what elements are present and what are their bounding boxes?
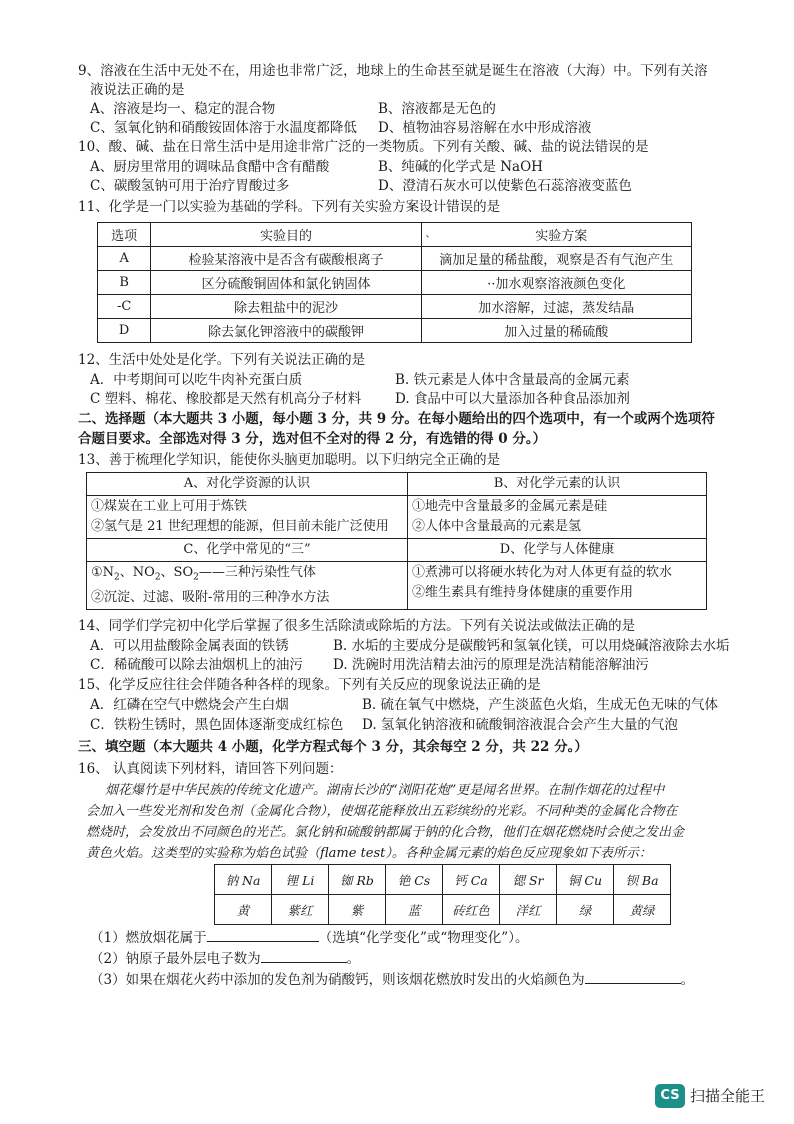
element-cell: 铜 Cu — [557, 865, 614, 895]
q16-passage-line3: 燃烧时，会发放出不同颜色的光芒。氯化钠和硫酸钠都属于钠的化合物，他们在烟花燃烧时会使之发出金 — [86, 825, 685, 840]
table-cell: -C — [98, 295, 151, 319]
q9-option-d: D、植物油容易溶解在水中形成溶液 — [378, 120, 592, 136]
table-cell: ··加水观察溶液颜色变化 — [421, 271, 691, 295]
q16-sub1-text: （1）燃放烟花属于 — [90, 930, 207, 946]
q14-stem: 14、同学们学完初中化学后掌握了很多生活除渍或除垢的方法。下列有关说法或做法正确的是 — [78, 618, 636, 634]
q10-option-d: D、澄清石灰水可以使紫色石蕊溶液变蓝色 — [378, 178, 632, 194]
q12-option-d: D. 食品中可以大量添加各种食品添加剂 — [395, 391, 630, 407]
table-row — [87, 473, 707, 496]
q13-table — [86, 472, 707, 610]
q15-option-c: C．铁粉生锈时，黑色固体逐渐变成红棕色 — [90, 717, 344, 733]
q13-d-item1: ①煮沸可以将硬水转化为对人体更有益的软水 — [412, 565, 673, 580]
table-header-row — [98, 223, 692, 247]
element-cell: 铯 Cs — [386, 865, 443, 895]
q13-a-item1: ①煤炭在工业上可用于炼铁 — [91, 499, 248, 514]
answer-blank-3[interactable] — [585, 983, 681, 984]
element-cell: 钙 Ca — [443, 865, 500, 895]
q13-a-item2: ②氢气是 21 世纪理想的能源，但目前未能广泛使用 — [91, 519, 389, 534]
q16-sub2-suffix: 。 — [346, 951, 361, 967]
q10-option-c: C、碳酸氢钠可用于治疗胃酸过多 — [90, 178, 290, 194]
q13-c-item2: ②沉淀、过滤、吸附-常用的三种净水方法 — [91, 589, 330, 605]
table-row — [215, 895, 671, 925]
answer-blank-1[interactable] — [207, 941, 319, 942]
q13-b-content — [408, 496, 707, 539]
camscanner-watermark-text: 扫描全能王 — [690, 1087, 766, 1105]
section3-heading: 三、填空题（本大题共 4 小题，化学方程式每个 3 分，其余每空 2 分，共 22 分。） — [78, 739, 588, 755]
table-header-cell — [421, 223, 691, 247]
q16-passage-line2: 会加入一些发光剂和发色剂（金属化合物），使烟花能释放出五彩缤纷的光彩。不同种类的金属化合物在 — [86, 804, 678, 819]
q13-stem: 13、善于梳理化学知识，能使你头脑更加聪明。以下归纳完全正确的是 — [78, 452, 501, 468]
q12-option-a: A．中考期间可以吃牛肉补充蛋白质 — [90, 372, 303, 388]
q10-option-a: A、厨房里常用的调味品食醋中含有醋酸 — [90, 159, 330, 175]
table-header-cell: 实验目的 — [151, 223, 421, 247]
q16-sub2-text: （2）钠原子最外层电子数为 — [90, 951, 261, 967]
table-cell: 除去粗盐中的泥沙 — [151, 295, 421, 319]
table-row — [98, 271, 692, 295]
q9-stem-line2: 液说法正确的是 — [90, 82, 185, 98]
q13-c-item1: $①N_2$、$NO_2$、$SO_2——$三种污染性气体 — [91, 565, 316, 583]
q16-passage-line4: 黄色火焰。这类型的实验称为焰色试验（flame test）。各种金属元素的焰色反应现象如下表所示： — [86, 846, 652, 861]
table-cell: 区分硫酸铜固体和氯化钠固体 — [151, 271, 421, 295]
q12-option-c: C 塑料、棉花、橡胶都是天然有机高分子材料 — [90, 391, 362, 407]
q14-option-c: C．稀硫酸可以除去油烟机上的油污 — [90, 657, 303, 673]
q14-option-b: B. 水垢的主要成分是碳酸钙和氢氧化镁，可以用烧碱溶液除去水垢 — [333, 638, 730, 654]
table-cell: 滴加足量的稀盐酸，观察是否有气泡产生 — [421, 247, 691, 271]
q12-option-b: B. 铁元素是人体中含量最高的金属元素 — [395, 372, 630, 388]
q15-option-a: A．红磷在空气中燃烧会产生白烟 — [90, 697, 289, 713]
element-cell: 铷 Rb — [329, 865, 386, 895]
q10-option-b: B、纯碱的化学式是 NaOH — [378, 159, 543, 175]
element-cell: 钡 Ba — [614, 865, 671, 895]
element-cell: 钠 Na — [215, 865, 272, 895]
table-row — [98, 295, 692, 319]
color-cell: 黄 — [215, 895, 272, 925]
q9-stem-line1: 9、溶液在生活中无处不在，用途也非常广泛，地球上的生命甚至就是诞生在溶液（大海）中。下列有关溶 — [78, 63, 708, 79]
table-row — [98, 319, 692, 343]
table-row — [87, 562, 707, 610]
color-cell: 洋红 — [500, 895, 557, 925]
q16-stem: 16、 认真阅读下列材料，请回答下列问题： — [78, 761, 343, 777]
q15-stem: 15、化学反应往往会伴随各种各样的现象。下列有关反应的现象说法正确的是 — [78, 677, 541, 693]
q16-sub1-suffix: （选填“化学变化”或“物理变化”）。 — [318, 930, 529, 946]
table-cell: B — [98, 271, 151, 295]
element-cell: 锶 Sr — [500, 865, 557, 895]
table-cell: 除去氯化钾溶液中的碳酸钾 — [151, 319, 421, 343]
stray-mark: 、 — [425, 229, 436, 240]
q16-sub2 — [90, 950, 360, 968]
q9-option-c: C、氢氧化钠和硝酸铵固体溶于水温度都降低 — [90, 120, 357, 136]
section2-heading-line1: 二、选择题（本大题共 3 小题，每小题 3 分，共 9 分。在每小题给出的四个选项中，有一个或两个选项符 — [78, 411, 715, 427]
element-cell: 锂 Li — [272, 865, 329, 895]
table-row — [215, 865, 671, 895]
q16-sub3 — [90, 971, 694, 989]
table-row — [87, 539, 707, 562]
q13-c-content — [87, 562, 408, 610]
q15-option-d: D. 氢氧化钠溶液和硫酸铜溶液混合会产生大量的气泡 — [362, 717, 678, 733]
q13-a-title: A、对化学资源的认识 — [87, 473, 408, 496]
color-cell: 紫 — [329, 895, 386, 925]
table-row — [98, 247, 692, 271]
q16-sub3-text: （3）如果在烟花火药中添加的发色剂为硝酸钙，则该烟花燃放时发出的火焰颜色为 — [90, 972, 585, 988]
table-cell: 加水溶解，过滤，蒸发结晶 — [421, 295, 691, 319]
color-cell: 砖红色 — [443, 895, 500, 925]
table-cell: 检验某溶液中是否含有碳酸根离子 — [151, 247, 421, 271]
q13-c-title: C、化学中常见的“三” — [87, 539, 408, 562]
color-cell: 绿 — [557, 895, 614, 925]
answer-blank-2[interactable] — [261, 962, 347, 963]
q13-b-item1: ①地壳中含量最多的金属元素是硅 — [412, 499, 608, 514]
q10-stem: 10、酸、碱、盐在日常生活中是用途非常广泛的一类物质。下列有关酸、碱、盐的说法错误的是 — [78, 139, 649, 155]
header-label: 实验方案 — [535, 229, 588, 244]
q16-sub3-suffix: 。 — [680, 972, 695, 988]
q16-sub1 — [90, 929, 528, 947]
color-cell: 黄绿 — [614, 895, 671, 925]
q13-d-item2: ②维生素具有维持身体健康的重要作用 — [412, 585, 634, 600]
color-cell: 紫红 — [272, 895, 329, 925]
q15-option-b: B. 硫在氧气中燃烧，产生淡蓝色火焰，生成无色无味的气体 — [362, 697, 719, 713]
camscanner-logo-icon: CS — [655, 1084, 685, 1108]
q13-d-title: D、化学与人体健康 — [408, 539, 707, 562]
q13-b-title: B、对化学元素的认识 — [408, 473, 707, 496]
q16-passage-line1: 烟花爆竹是中华民族的传统文化遗产。湖南长沙的“浏阳花炮”更是闻名世界。在制作烟花的过程中 — [105, 783, 665, 798]
q11-table — [97, 222, 692, 343]
q11-stem: 11、化学是一门以实验为基础的学科。下列有关实验方案设计错误的是 — [78, 199, 501, 215]
table-cell: D — [98, 319, 151, 343]
flame-test-table — [214, 864, 671, 925]
table-cell: 加入过量的稀硫酸 — [421, 319, 691, 343]
section2-heading-line2: 合题目要求。全部选对得 3 分，选对但不全对的得 2 分，有选错的得 0 分。） — [78, 431, 547, 447]
q12-stem: 12、生活中处处是化学。下列有关说法正确的是 — [78, 352, 366, 368]
q14-option-d: D. 洗碗时用洗洁精去油污的原理是洗洁精能溶解油污 — [333, 657, 649, 673]
color-cell: 蓝 — [386, 895, 443, 925]
q13-d-content — [408, 562, 707, 610]
table-cell: A — [98, 247, 151, 271]
q13-b-item2: ②人体中含量最高的元素是氢 — [412, 519, 582, 534]
table-header-cell: 选项 — [98, 223, 151, 247]
q9-option-a: A、溶液是均一、稳定的混合物 — [90, 101, 276, 117]
q13-a-content — [87, 496, 408, 539]
table-row — [87, 496, 707, 539]
q14-option-a: A．可以用盐酸除金属表面的铁锈 — [90, 638, 289, 654]
q9-option-b: B、溶液都是无色的 — [378, 101, 496, 117]
